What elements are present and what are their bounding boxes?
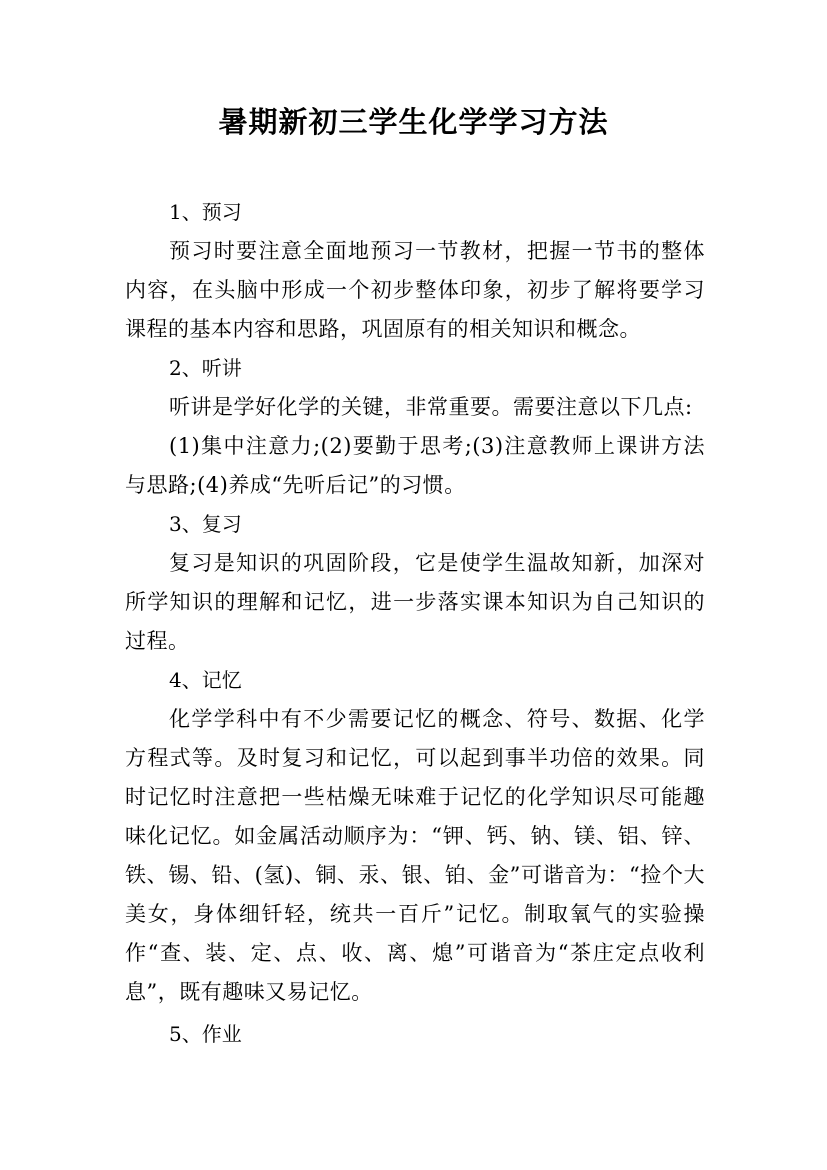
document-body <box>125 193 705 1054</box>
section-paragraph: 化学学科中有不少需要记忆的概念、符号、数据、化学方程式等。及时复习和记忆，可以起到事半功倍的效果。同时记忆时注意把一些枯燥无味难于记忆的化学知识尽可能趣味化记忆。如金属活动顺序为：“钾、钙、钠、镁、铝、锌、铁、锡、铅、(氢)、铜、汞、银、铂、金”可谐音为：“捡个大美女，身体细钎轻，统共一百斤”记忆。制取氧气的实验操作“查、装、定、点、收、离、熄”可谐音为“茶庄定点收利息”，既有趣味又易记忆。 <box>125 707 705 1004</box>
section-paragraph: 预习时要注意全面地预习一节教材，把握一节书的整体内容，在头脑中形成一个初步整体印象，初步了解将要学习课程的基本内容和思路，巩固原有的相关知识和概念。 <box>125 239 705 341</box>
section-heading-memory: 4、记忆 <box>169 668 242 692</box>
document-title: 暑期新初三学生化学学习方法 <box>218 105 609 139</box>
section-paragraph: (1)集中注意力;(2)要勤于思考;(3)注意教师上课讲方法与思路;(4)养成“先听后记”的习惯。 <box>125 434 705 497</box>
section-heading-listening: 2、听讲 <box>169 356 242 380</box>
section-heading-preview: 1、预习 <box>169 200 242 224</box>
section-heading-homework: 5、作业 <box>169 1022 242 1046</box>
section-paragraph: 复习是知识的巩固阶段，它是使学生温故知新，加深对所学知识的理解和记忆，进一步落实课本知识为自己知识的过程。 <box>125 551 705 653</box>
section-paragraph: 听讲是学好化学的关键，非常重要。需要注意以下几点: <box>169 395 693 419</box>
section-heading-review: 3、复习 <box>169 512 242 536</box>
